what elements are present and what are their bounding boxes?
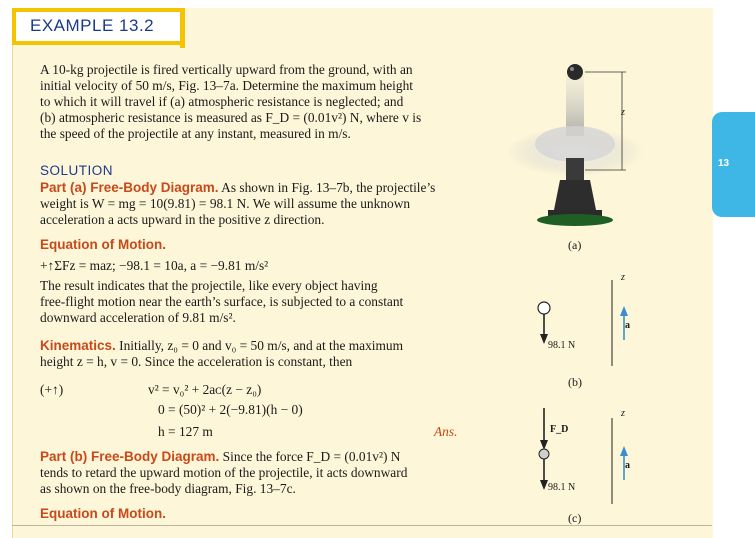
example-box-edge	[180, 8, 185, 48]
figure-c-drag-label: F_D	[550, 424, 569, 435]
eom-heading-b: Equation of Motion.	[40, 506, 166, 521]
chapter-tab-number: 13	[718, 158, 730, 169]
problem-line-4: (b) atmospheric resistance is measured as F_D = (0.01v²) N, where v is	[40, 110, 422, 125]
figure-c-z-label: z	[621, 408, 625, 419]
problem-line-5: the speed of the projectile at any instant, measured in m/s.	[40, 126, 351, 141]
part-b-line-1	[40, 449, 400, 465]
kin-equation-2: 0 = (50)² + 2(−9.81)(h − 0)	[158, 402, 303, 417]
figure-b-fbd	[528, 270, 648, 370]
figure-c-label: (c)	[568, 511, 582, 525]
figure-a-z-label: z	[621, 107, 625, 118]
kin-sign: (+↑)	[40, 382, 64, 397]
kin-equation-1: v² = v₀² + 2aᴄ(z − z₀)	[148, 382, 262, 397]
page-bottom-rule	[12, 525, 712, 526]
part-a-line-1	[40, 180, 435, 196]
part-a-heading: Part (a) Free-Body Diagram.	[40, 180, 219, 195]
part-a-line-2: weight is W = mg = 10(9.81) = 98.1 N. We will assume the unknown	[40, 196, 411, 211]
kin-heading: Kinematics.	[40, 338, 116, 353]
part-b-text-1: Since the force F_D = (0.01v²) N	[222, 449, 401, 464]
part-b-line-3: as shown on the free-body diagram, Fig. 13–7c.	[40, 481, 296, 496]
problem-line-2: initial velocity of 50 m/s, Fig. 13–7a. Determine the maximum height	[40, 78, 414, 93]
part-a-text-1: As shown in Fig. 13–7b, the projectile’s	[221, 180, 436, 195]
problem-line-1: A 10-kg projectile is fired vertically upward from the ground, with an	[40, 62, 413, 77]
figure-c-weight-label: 98.1 N	[548, 482, 576, 493]
kin-line-1	[40, 338, 403, 354]
problem-line-3: to which it will travel if (a) atmospheric resistance is neglected; and	[40, 94, 404, 109]
example-title: EXAMPLE 13.2	[30, 16, 155, 35]
solution-label: SOLUTION	[40, 163, 114, 178]
figure-b-label: (b)	[568, 375, 582, 389]
eom-heading-a: Equation of Motion.	[40, 237, 166, 252]
figure-c-fbd	[528, 400, 648, 510]
result-line-3: downward acceleration of 9.81 m/s².	[40, 310, 236, 325]
result-line-1: The result indicates that the projectile, like every object having	[40, 278, 378, 293]
figure-b-weight-label: 98.1 N	[548, 340, 576, 351]
part-b-heading: Part (b) Free-Body Diagram.	[40, 449, 220, 464]
kin-line-2: height z = h, v = 0. Since the acceleration is constant, then	[40, 354, 353, 369]
result-line-2: free-flight motion near the earth’s surface, is subjected to a constant	[40, 294, 404, 309]
figure-b-z-label: z	[621, 272, 625, 283]
figure-a-cannon	[500, 52, 650, 232]
answer-marker: Ans.	[434, 424, 458, 439]
kin-equation-3: h = 127 m	[158, 424, 213, 439]
kin-text-1: Initially, z₀ = 0 and v₀ = 50 m/s, and at the maximum	[119, 338, 404, 353]
figure-c-a-label: a	[625, 460, 630, 471]
figure-b-a-label: a	[625, 320, 630, 331]
eom-equation: +↑ΣFz = maz; −98.1 = 10a, a = −9.81 m/s²	[40, 258, 269, 273]
part-a-line-3: acceleration a acts upward in the positive z direction.	[40, 212, 325, 227]
part-b-line-2: tends to retard the upward motion of the projectile, it acts downward	[40, 465, 408, 480]
figure-a-label: (a)	[568, 238, 582, 252]
